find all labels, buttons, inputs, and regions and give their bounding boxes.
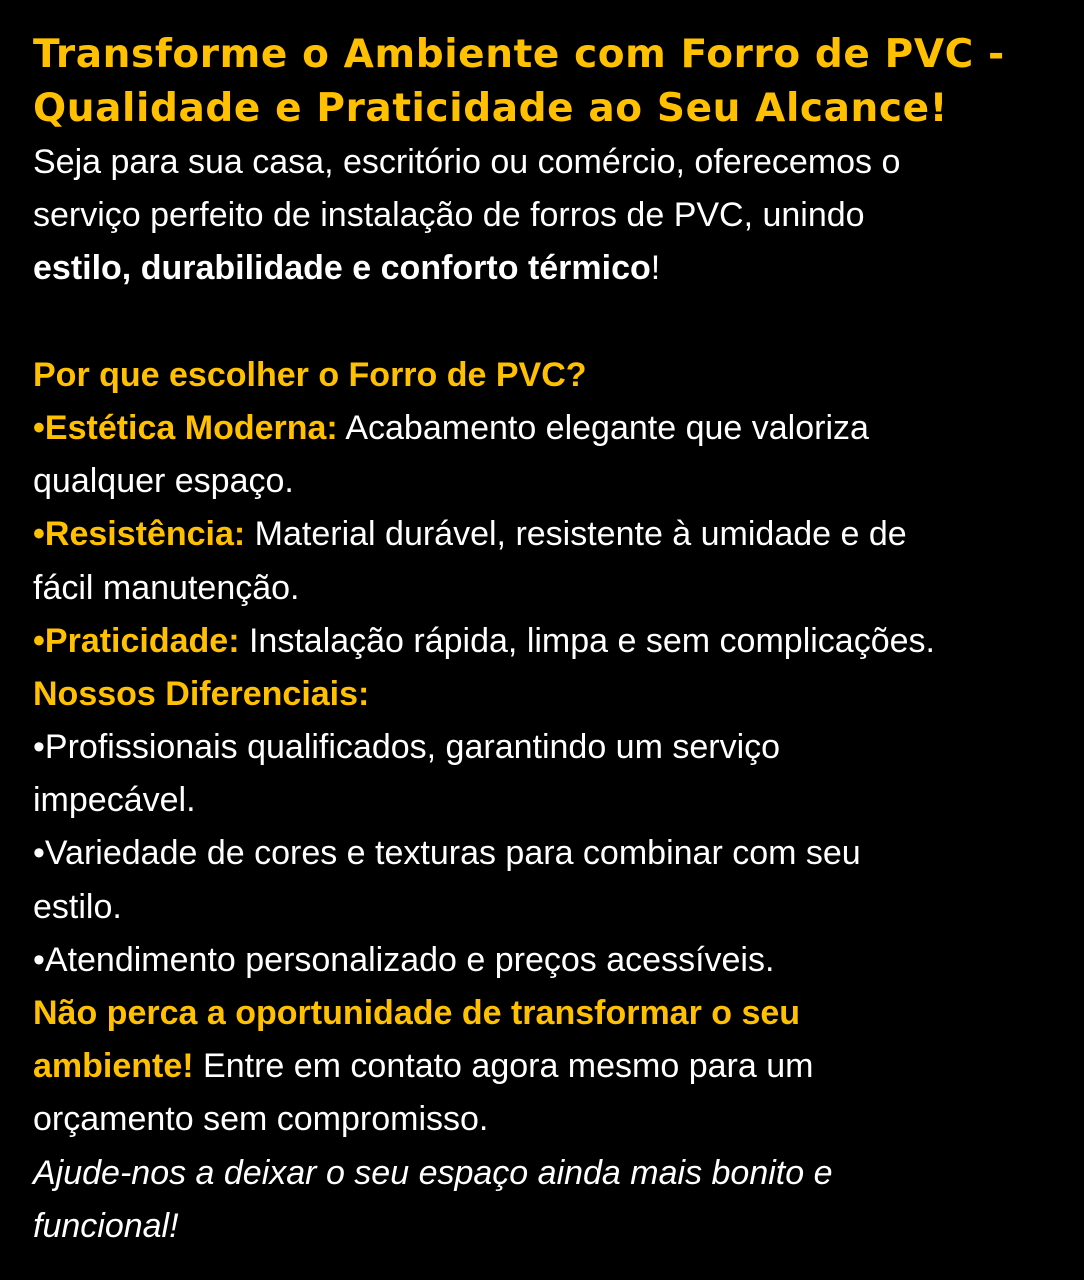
why-item-label: •Estética Moderna: bbox=[33, 408, 338, 447]
headline-line-2: Qualidade e Praticidade ao Seu Alcance! bbox=[33, 86, 949, 131]
differential-item-cont: estilo. bbox=[33, 887, 122, 926]
differential-item: •Profissionais qualificados, garantindo um serviço bbox=[33, 728, 781, 767]
why-item-resistance-cont: fácil manutenção. bbox=[33, 568, 300, 607]
intro-line-3 bbox=[33, 242, 1084, 295]
cta-line-2 bbox=[33, 1040, 1084, 1093]
differential-item: •Atendimento personalizado e preços acessíveis. bbox=[33, 940, 775, 979]
headline-line-1: Transforme o Ambiente com Forro de PVC - bbox=[33, 32, 1005, 77]
why-item-text: Material durável, resistente à umidade e de bbox=[245, 515, 907, 554]
cta-rest: Entre em contato agora mesmo para um bbox=[193, 1047, 814, 1086]
differentials-heading: Nossos Diferenciais: bbox=[33, 674, 370, 713]
why-item-label: •Praticidade: bbox=[33, 621, 240, 660]
why-item-resistance bbox=[33, 508, 1084, 561]
cta-line-3: orçamento sem compromisso. bbox=[33, 1100, 489, 1139]
why-item-modern-cont: qualquer espaço. bbox=[33, 462, 294, 501]
intro-line-1: Seja para sua casa, escritório ou comércio, oferecemos o bbox=[33, 143, 901, 181]
why-heading: Por que escolher o Forro de PVC? bbox=[33, 355, 587, 394]
cta-line-1: Não perca a oportunidade de transformar o seu bbox=[33, 994, 801, 1032]
intro-highlight: estilo, durabilidade e conforto térmico bbox=[33, 249, 651, 288]
differential-item-cont: impecável. bbox=[33, 781, 196, 820]
closing-line-2: funcional! bbox=[33, 1206, 179, 1245]
differential-item: •Variedade de cores e texturas para combinar com seu bbox=[33, 834, 861, 873]
closing-line-1: Ajude-nos a deixar o seu espaço ainda mais bonito e bbox=[33, 1153, 833, 1192]
why-item-text: Instalação rápida, limpa e sem complicações. bbox=[239, 621, 935, 660]
headline bbox=[33, 28, 1084, 136]
intro-end: ! bbox=[650, 249, 661, 288]
why-item-modern bbox=[33, 402, 1084, 455]
why-item-label: •Resistência: bbox=[33, 515, 246, 554]
promo-text-block bbox=[33, 28, 1084, 1253]
body-copy bbox=[33, 136, 1084, 1253]
why-item-text: Acabamento elegante que valoriza bbox=[337, 408, 869, 447]
intro-line-2: serviço perfeito de instalação de forros de PVC, unindo bbox=[33, 196, 865, 235]
why-item-practicality bbox=[33, 615, 1084, 668]
spacer bbox=[33, 296, 1084, 349]
cta-highlight: ambiente! bbox=[33, 1047, 194, 1086]
